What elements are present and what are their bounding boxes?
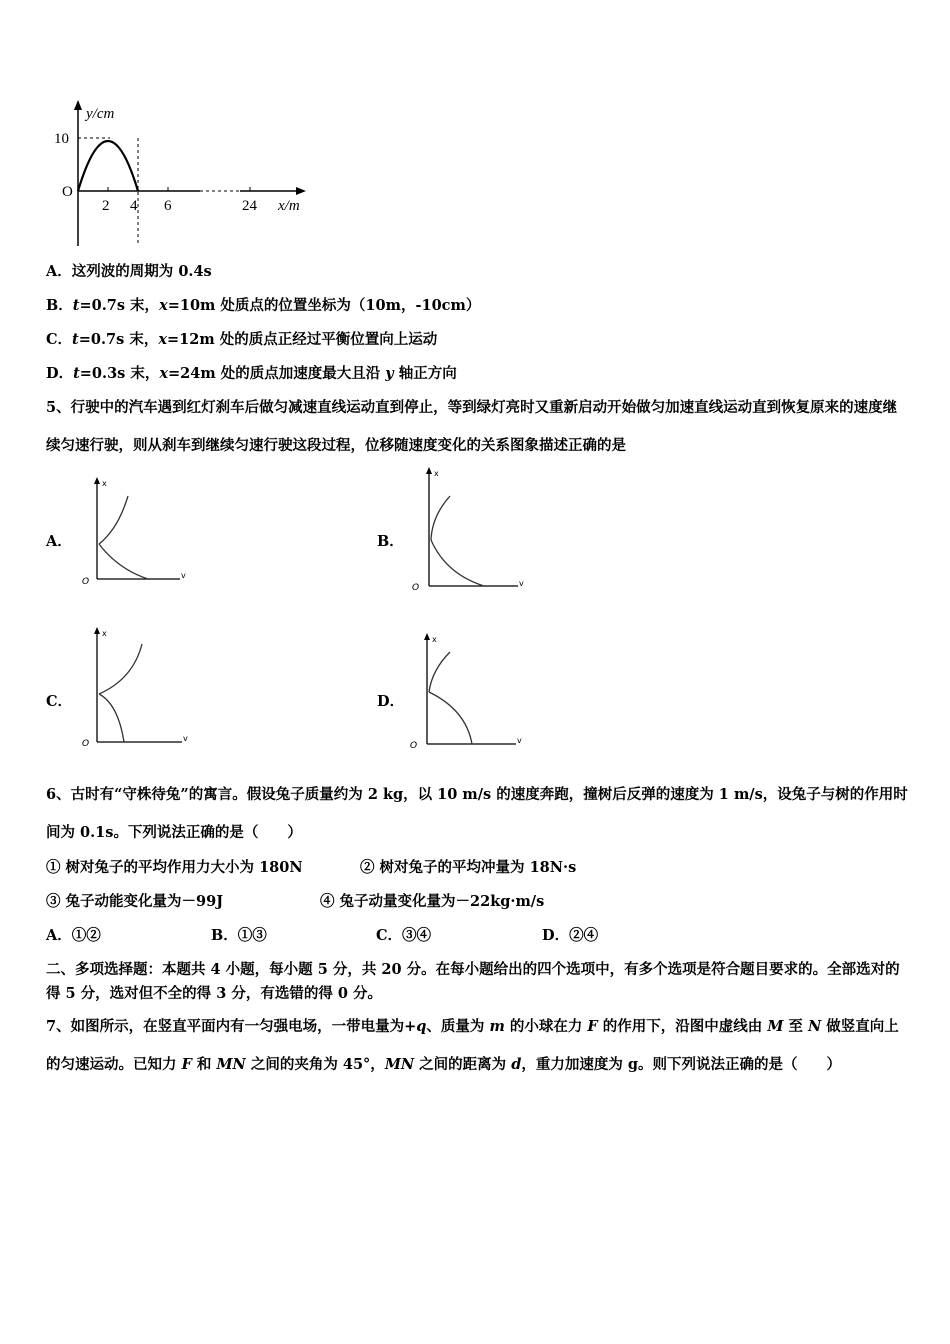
q6-statement-1: ① 树对兔子的平均作用力大小为 180N: [46, 859, 303, 876]
q5-graph-d: [406, 630, 532, 750]
y-tick-10: 10: [54, 131, 69, 147]
graph-d-origin: O: [410, 741, 418, 750]
x-tick-4: 4: [130, 198, 138, 214]
q6-statement-3: ③ 兔子动能变化量为－99J: [46, 893, 224, 910]
x-tick-6: 6: [164, 198, 172, 214]
graph-a-x-label: x: [102, 479, 107, 488]
graph-c-x-label: x: [102, 629, 107, 638]
q5-label-b: B．: [377, 533, 404, 550]
q5-stem: 5、行驶中的汽车遇到红灯刹车后做匀减速直线运动直到停止，等到绿灯亮时又重新启动开始做匀加速直线运动直到恢复原来的速度继续匀速行驶，则从刹车到继续匀速行驶这段过程，位移随速度变化的关系图象描述正确的是: [46, 399, 898, 454]
q5-graph-b: [406, 464, 532, 592]
q5-graph-c: [78, 624, 198, 748]
y-axis-arrow: [74, 100, 82, 110]
q6-choice-a: A．①②: [46, 927, 101, 944]
q5-label-a: A．: [46, 533, 72, 550]
q5-graph-a: [78, 474, 198, 592]
q7-stem: 7、如图所示，在竖直平面内有一匀强电场，一带电量为+q、质量为 m 的小球在力 F 的作用下，沿图中虚线由 M 至 N 做竖直向上的匀速运动。已知力 F 和 MN 之间的夹角为 45°，MN 之间的距离为 d，重力加速度为 g。则下列说法正确的是（ ）: [46, 1018, 899, 1073]
graph-a-curve-up: [99, 496, 128, 544]
q4-option-c: C．t=0.7s 末，x=12m 处的质点正经过平衡位置向上运动: [46, 331, 438, 348]
section2-heading: 二、多项选择题：本题共 4 小题，每小题 5 分，共 20 分。在每小题给出的四个选项中，有多个选项是符合题目要求的。全部选对的得 5 分，选对但不全的得 3 分，有选错的得 0 分。: [46, 961, 900, 1002]
q6-statement-2: ② 树对兔子的平均冲量为 18N·s: [360, 859, 577, 876]
q6-statement-4: ④ 兔子动量变化量为－22kg·m/s: [320, 893, 545, 910]
x-tick-24: 24: [242, 198, 257, 214]
graph-a-x-arrow: [94, 477, 100, 484]
graph-c-x-arrow: [94, 627, 100, 634]
graph-c-curve-down: [99, 694, 124, 742]
wave-curve: [78, 141, 138, 191]
graph-d-curve-up: [429, 652, 450, 692]
x-axis-label: x/m: [278, 198, 300, 214]
graph-a-v-label: v: [181, 571, 186, 580]
graph-b-x-arrow: [426, 467, 432, 474]
q5-label-c: C．: [46, 693, 73, 710]
origin-label: O: [62, 184, 73, 200]
graph-b-x-label: x: [434, 469, 439, 478]
q5-label-d: D．: [377, 693, 405, 710]
q4-option-b: B．t=0.7s 末，x=10m 处质点的位置坐标为（10m，-10cm）: [46, 297, 481, 314]
q6-choice-b: B．①③: [211, 927, 267, 944]
graph-a-origin: O: [82, 577, 90, 587]
q4-option-d: D．t=0.3s 末，x=24m 处的质点加速度最大且沿 y 轴正方向: [46, 365, 457, 382]
q6-stem: 6、古时有“守株待兔”的寓言。假设兔子质量约为 2 kg，以 10 m/s 的速度奔跑，撞树后反弹的速度为 1 m/s，设兔子与树的作用时间为 0.1s。下列说法正确的是（ ）: [46, 786, 908, 841]
q6-choice-c: C．③④: [376, 927, 432, 944]
q6-choice-d: D．②④: [542, 927, 599, 944]
graph-b-curve-down: [431, 540, 484, 586]
graph-a-curve-down: [99, 544, 148, 579]
graph-d-x-label: x: [432, 635, 437, 644]
graph-d-v-label: v: [517, 736, 522, 745]
graph-b-origin: O: [412, 583, 420, 592]
graph-d-curve-down: [429, 692, 472, 744]
y-axis-label: y/cm: [86, 106, 115, 122]
x-tick-2: 2: [102, 198, 110, 214]
graph-c-origin: O: [82, 739, 90, 748]
graph-b-curve-up: [431, 496, 450, 540]
x-axis-arrow: [296, 187, 306, 195]
graph-d-x-arrow: [424, 633, 430, 640]
graph-b-v-label: v: [519, 579, 524, 588]
graph-c-curve-up: [99, 644, 142, 694]
wave-graph: [40, 96, 330, 256]
q4-option-a: A．这列波的周期为 0.4s: [46, 263, 212, 280]
graph-c-v-label: v: [183, 734, 188, 743]
